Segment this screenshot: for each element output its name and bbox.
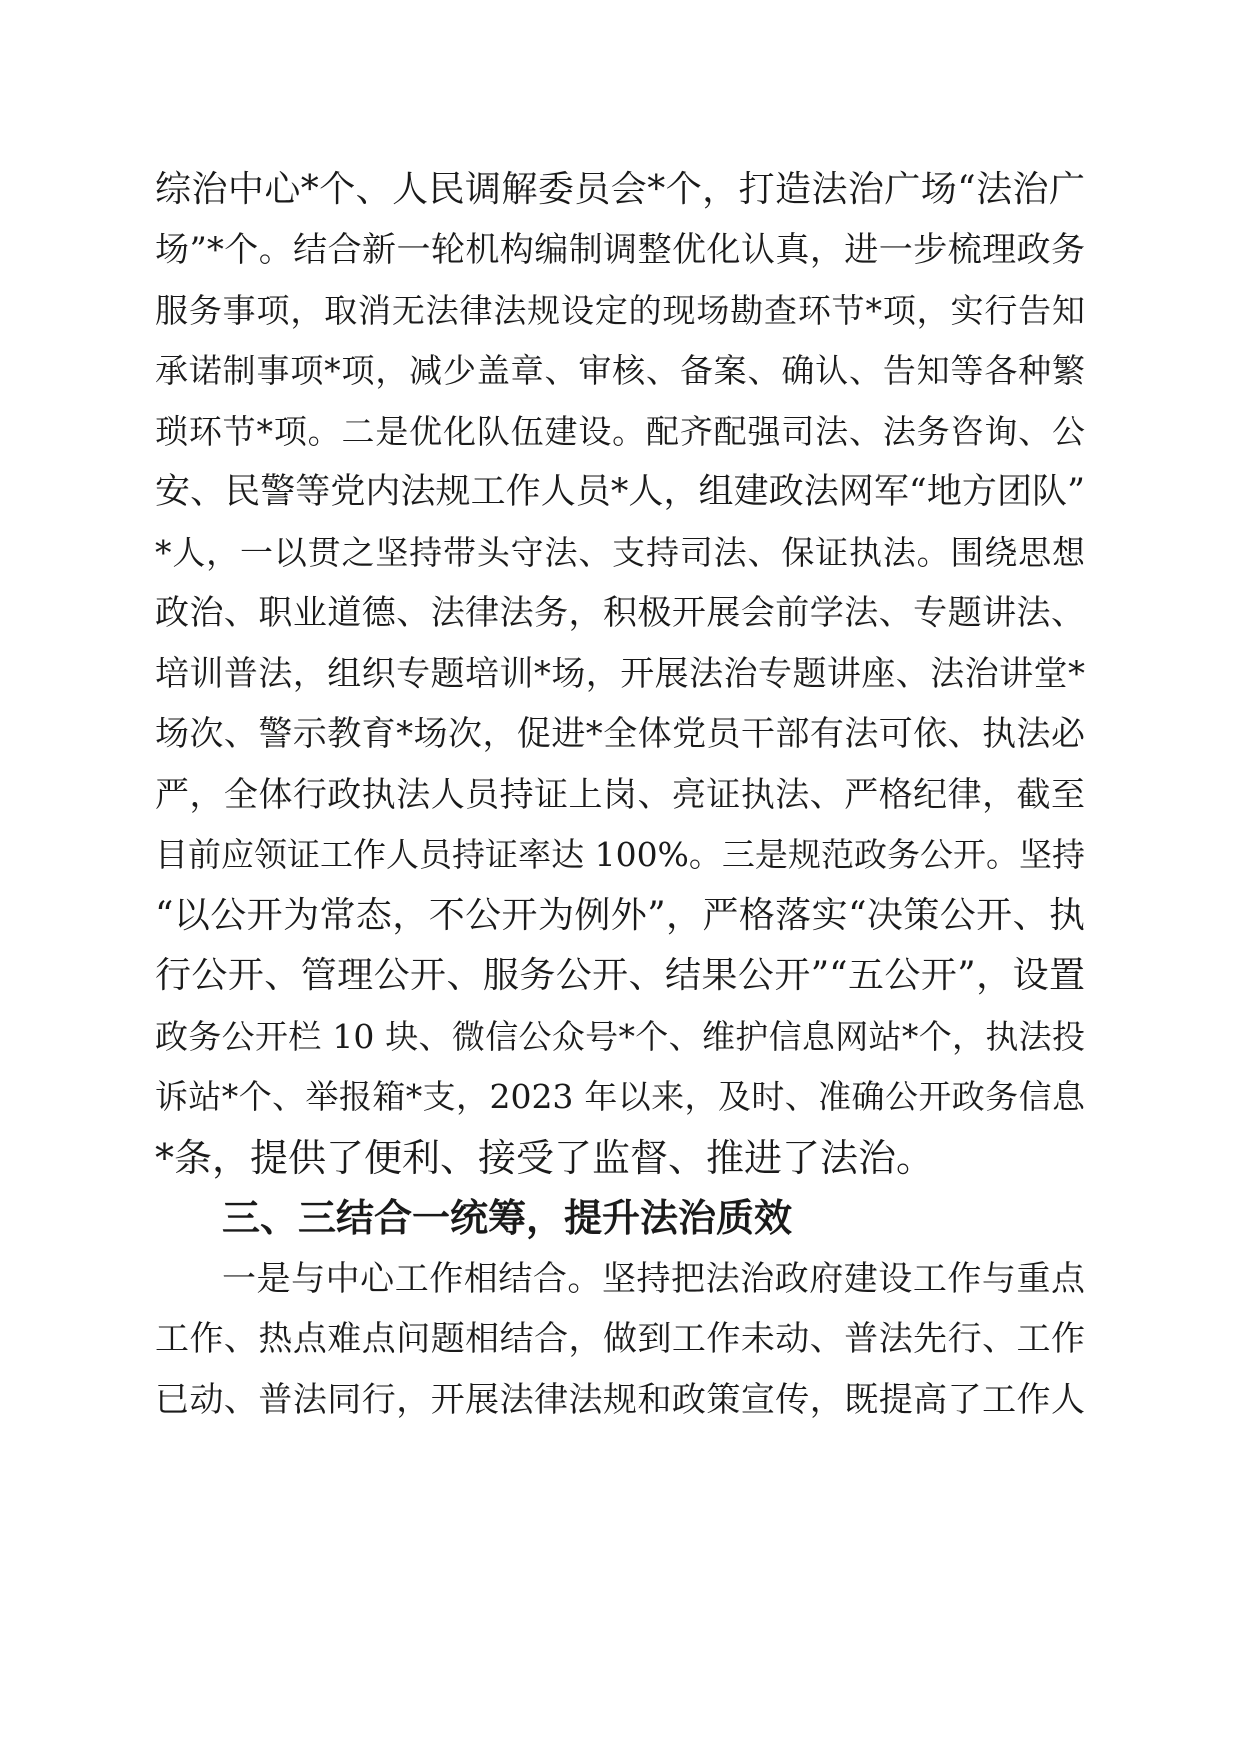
text-line: 场”*个。结合新一轮机构编制调整优化认真，进一步梳理政务 <box>155 230 1085 270</box>
text-line: 一是与中心工作相结合。坚持把法治政府建设工作与重点 <box>222 1259 1085 1299</box>
text-line: 政治、职业道德、法律法务，积极开展会前学法、专题讲法、 <box>155 593 1085 633</box>
text-line: 政务公开栏 10 块、微信公众号*个、维护信息网站*个，执法投 <box>155 1017 1085 1056</box>
text-line: 安、民警等党内法规工作人员*人，组建政法网军“地方团队” <box>155 472 1085 512</box>
text-line: 培训普法，组织专题培训*场，开展法治专题讲座、法治讲堂* <box>155 654 1085 694</box>
text-line: 承诺制事项*项，减少盖章、审核、备案、确认、告知等各种繁 <box>155 351 1085 390</box>
text-line: 综治中心*个、人民调解委员会*个，打造法治广场“法治广 <box>155 169 1085 210</box>
section-heading: 三、三结合一统筹，提升法治质效 <box>222 1196 793 1240</box>
text-line: *条，提供了便利、接受了监督、推进了法治。 <box>155 1136 935 1180</box>
text-line: 已动、普法同行，开展法律法规和政策宣传，既提高了工作人 <box>155 1380 1085 1420</box>
text-line: *人，一以贯之坚持带头守法、支持司法、保证执法。围绕思想 <box>155 533 1085 572</box>
text-line: 目前应领证工作人员持证率达 100%。三是规范政务公开。坚持 <box>155 835 1085 874</box>
text-line: 工作、热点难点问题相结合，做到工作未动、普法先行、工作 <box>155 1319 1085 1359</box>
text-line: 诉站*个、举报箱*支，2023 年以来，及时、准确公开政务信息 <box>155 1077 1085 1116</box>
text-line: 严，全体行政执法人员持证上岗、亮证执法、严格纪律，截至 <box>155 775 1085 815</box>
text-line: “以公开为常态，不公开为例外”，严格落实“决策公开、执 <box>155 895 1085 936</box>
text-line: 服务事项，取消无法律法规设定的现场勘查环节*项，实行告知 <box>155 291 1085 330</box>
text-line: 琐环节*项。二是优化队伍建设。配齐配强司法、法务咨询、公 <box>155 412 1085 451</box>
text-line: 行公开、管理公开、服务公开、结果公开”“五公开”，设置 <box>155 955 1085 996</box>
text-line: 场次、警示教育*场次，促进*全体党员干部有法可依、执法必 <box>155 714 1085 754</box>
